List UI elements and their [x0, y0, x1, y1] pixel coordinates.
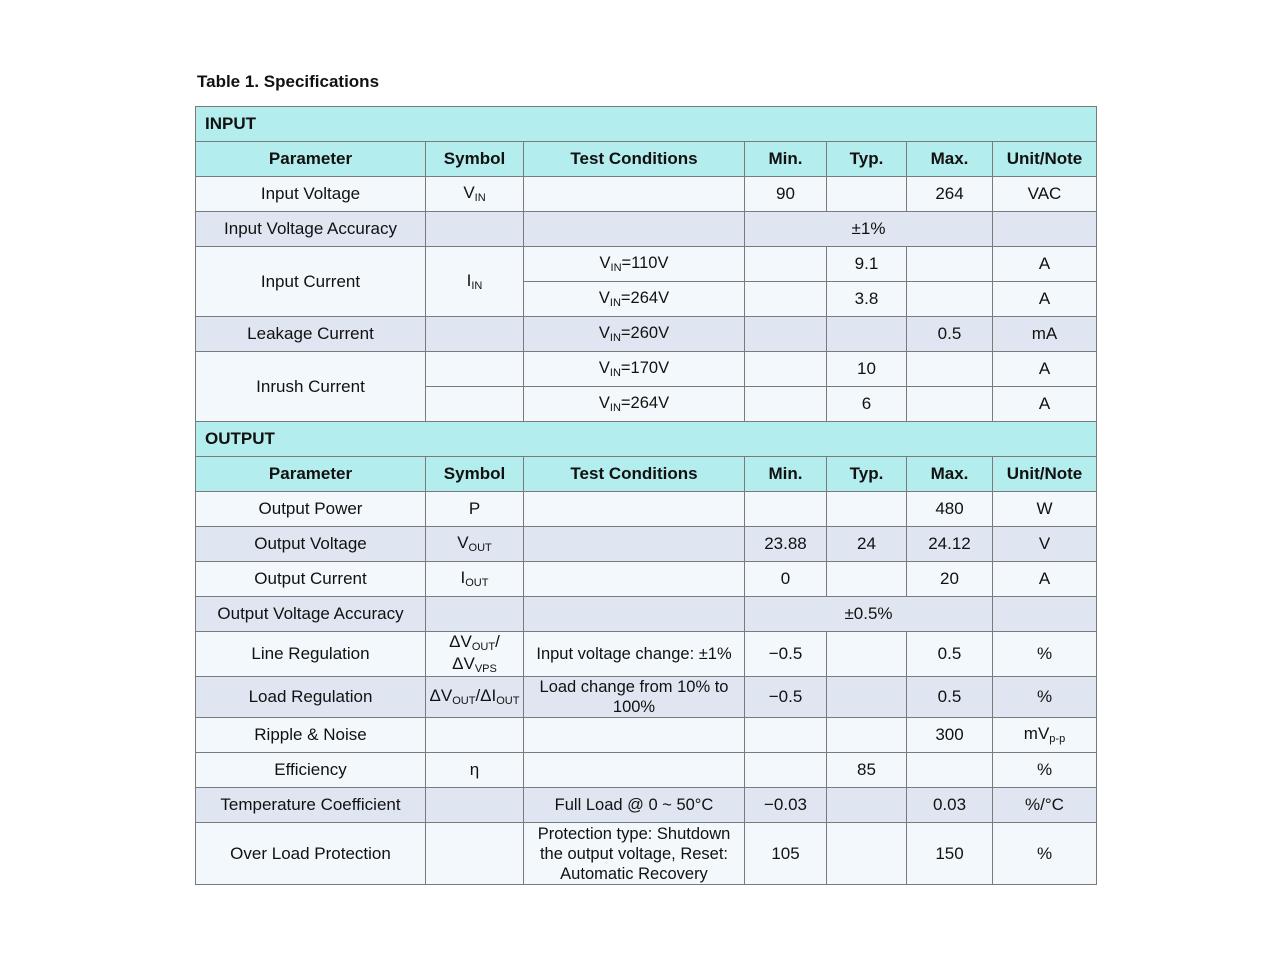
min-cell	[745, 317, 827, 352]
symbol-cell	[426, 317, 524, 352]
min-cell	[745, 352, 827, 387]
min-cell	[745, 387, 827, 422]
symbol-cell: $V_{OUT}$	[426, 527, 524, 562]
typ-cell	[827, 718, 907, 753]
min-cell	[745, 282, 827, 317]
symbol-cell	[426, 387, 524, 422]
typ-cell: 6	[827, 387, 907, 422]
symbol-cell: $I_{OUT}$	[426, 562, 524, 597]
symbol-cell	[426, 788, 524, 823]
parameter-cell: Output Power	[196, 492, 426, 527]
max-cell: 150	[907, 823, 993, 885]
header-max: Max.	[907, 142, 993, 177]
parameter-cell: Output Voltage	[196, 527, 426, 562]
header-parameter: Parameter	[196, 457, 426, 492]
parameter-cell: Line Regulation	[196, 632, 426, 677]
typ-cell: 3.8	[827, 282, 907, 317]
unit-cell: $mV_{p-p}$	[993, 718, 1097, 753]
header-max: Max.	[907, 457, 993, 492]
header-unit: Unit/Note	[993, 142, 1097, 177]
condition-cell: Full Load @ 0 ~ 50°C	[524, 788, 745, 823]
header-typ: Typ.	[827, 457, 907, 492]
symbol-cell: $\Delta V_{OUT}/\Delta V_{VPS}$	[426, 632, 524, 677]
symbol-cell: $V_{IN}$	[426, 177, 524, 212]
parameter-cell: Output Current	[196, 562, 426, 597]
max-cell: 0.5	[907, 632, 993, 677]
typ-cell: 9.1	[827, 247, 907, 282]
min-cell	[745, 718, 827, 753]
table-row-temperature-coefficient	[196, 788, 1097, 823]
max-cell	[907, 352, 993, 387]
condition-cell: $V_{IN}=264V$	[524, 387, 745, 422]
symbol-cell: $I_{IN}$	[426, 247, 524, 317]
table-row-input-voltage-accuracy	[196, 212, 1097, 247]
max-cell: 24.12	[907, 527, 993, 562]
min-cell	[745, 492, 827, 527]
condition-cell	[524, 492, 745, 527]
parameter-cell: Over Load Protection	[196, 823, 426, 885]
parameter-cell: Input Voltage Accuracy	[196, 212, 426, 247]
input-column-headers	[196, 142, 1097, 177]
table-caption: Table 1. Specifications	[197, 72, 380, 91]
condition-cell	[524, 177, 745, 212]
parameter-cell: Input Voltage	[196, 177, 426, 212]
condition-cell: Load change from 10% to 100%	[524, 677, 745, 718]
min-cell	[745, 247, 827, 282]
table-row-line-regulation	[196, 632, 1097, 677]
condition-cell: $V_{IN}=260V$	[524, 317, 745, 352]
unit-cell	[993, 212, 1097, 247]
typ-cell	[827, 317, 907, 352]
unit-cell: A	[993, 387, 1097, 422]
input-section-title: INPUT	[196, 107, 1097, 142]
condition-cell	[524, 527, 745, 562]
table-row-output-current	[196, 562, 1097, 597]
unit-cell: W	[993, 492, 1097, 527]
output-section-title: OUTPUT	[196, 422, 1097, 457]
symbol-cell: $\Delta V_{OUT}/\Delta I_{OUT}$	[426, 677, 524, 718]
condition-cell	[524, 718, 745, 753]
header-parameter: Parameter	[196, 142, 426, 177]
table-row-inrush-current	[196, 352, 1097, 387]
symbol-cell	[426, 718, 524, 753]
input-section-header	[196, 107, 1097, 142]
max-cell: 480	[907, 492, 993, 527]
unit-cell	[993, 597, 1097, 632]
symbol-cell: η	[426, 753, 524, 788]
condition-cell	[524, 597, 745, 632]
max-cell	[907, 247, 993, 282]
unit-cell: V	[993, 527, 1097, 562]
output-section-header	[196, 422, 1097, 457]
typ-cell	[827, 492, 907, 527]
header-unit: Unit/Note	[993, 457, 1097, 492]
table-row-efficiency	[196, 753, 1097, 788]
typ-cell: 10	[827, 352, 907, 387]
value-cell: ±0.5%	[745, 597, 993, 632]
typ-cell	[827, 632, 907, 677]
unit-cell: A	[993, 247, 1097, 282]
table-row-output-voltage-accuracy	[196, 597, 1097, 632]
condition-cell: $V_{IN}=110V$	[524, 247, 745, 282]
unit-cell: %/°C	[993, 788, 1097, 823]
parameter-cell: Leakage Current	[196, 317, 426, 352]
max-cell: 300	[907, 718, 993, 753]
max-cell	[907, 753, 993, 788]
table-row-input-voltage	[196, 177, 1097, 212]
unit-cell: A	[993, 282, 1097, 317]
min-cell: 90	[745, 177, 827, 212]
max-cell: 20	[907, 562, 993, 597]
parameter-cell: Efficiency	[196, 753, 426, 788]
max-cell: 0.03	[907, 788, 993, 823]
table-row-output-voltage	[196, 527, 1097, 562]
max-cell: 0.5	[907, 677, 993, 718]
unit-cell: %	[993, 753, 1097, 788]
min-cell: −0.03	[745, 788, 827, 823]
unit-cell: A	[993, 352, 1097, 387]
min-cell: −0.5	[745, 677, 827, 718]
header-min: Min.	[745, 457, 827, 492]
max-cell: 0.5	[907, 317, 993, 352]
max-cell: 264	[907, 177, 993, 212]
symbol-cell	[426, 212, 524, 247]
table-row-input-current	[196, 247, 1097, 282]
specifications-table	[195, 106, 1097, 885]
symbol-cell	[426, 597, 524, 632]
typ-cell	[827, 788, 907, 823]
unit-cell: %	[993, 823, 1097, 885]
output-column-headers	[196, 457, 1097, 492]
header-symbol: Symbol	[426, 142, 524, 177]
header-min: Min.	[745, 142, 827, 177]
condition-cell	[524, 562, 745, 597]
header-test-conditions: Test Conditions	[524, 457, 745, 492]
symbol-cell	[426, 352, 524, 387]
parameter-cell: Ripple & Noise	[196, 718, 426, 753]
symbol-cell: P	[426, 492, 524, 527]
min-cell: −0.5	[745, 632, 827, 677]
parameter-cell: Load Regulation	[196, 677, 426, 718]
typ-cell: 24	[827, 527, 907, 562]
value-cell: ±1%	[745, 212, 993, 247]
condition-cell	[524, 212, 745, 247]
header-symbol: Symbol	[426, 457, 524, 492]
table-row-load-regulation	[196, 677, 1097, 718]
table-row-leakage-current	[196, 317, 1097, 352]
min-cell: 105	[745, 823, 827, 885]
min-cell: 23.88	[745, 527, 827, 562]
parameter-cell: Output Voltage Accuracy	[196, 597, 426, 632]
parameter-cell: Input Current	[196, 247, 426, 317]
unit-cell: mA	[993, 317, 1097, 352]
condition-cell	[524, 753, 745, 788]
typ-cell	[827, 677, 907, 718]
typ-cell	[827, 177, 907, 212]
unit-cell: %	[993, 632, 1097, 677]
header-test-conditions: Test Conditions	[524, 142, 745, 177]
table-row-output-power	[196, 492, 1097, 527]
table-row-over-load-protection	[196, 823, 1097, 885]
min-cell: 0	[745, 562, 827, 597]
condition-cell: $V_{IN}=264V$	[524, 282, 745, 317]
unit-cell: VAC	[993, 177, 1097, 212]
parameter-cell: Inrush Current	[196, 352, 426, 422]
condition-cell: Input voltage change: ±1%	[524, 632, 745, 677]
max-cell	[907, 282, 993, 317]
typ-cell	[827, 562, 907, 597]
condition-cell: $V_{IN}=170V$	[524, 352, 745, 387]
unit-cell: %	[993, 677, 1097, 718]
table-row-ripple-noise	[196, 718, 1097, 753]
header-typ: Typ.	[827, 142, 907, 177]
parameter-cell: Temperature Coefficient	[196, 788, 426, 823]
typ-cell: 85	[827, 753, 907, 788]
condition-cell: Protection type: Shutdown the output voltage, Reset: Automatic Recovery	[524, 823, 745, 885]
max-cell	[907, 387, 993, 422]
unit-cell: A	[993, 562, 1097, 597]
typ-cell	[827, 823, 907, 885]
min-cell	[745, 753, 827, 788]
symbol-cell	[426, 823, 524, 885]
